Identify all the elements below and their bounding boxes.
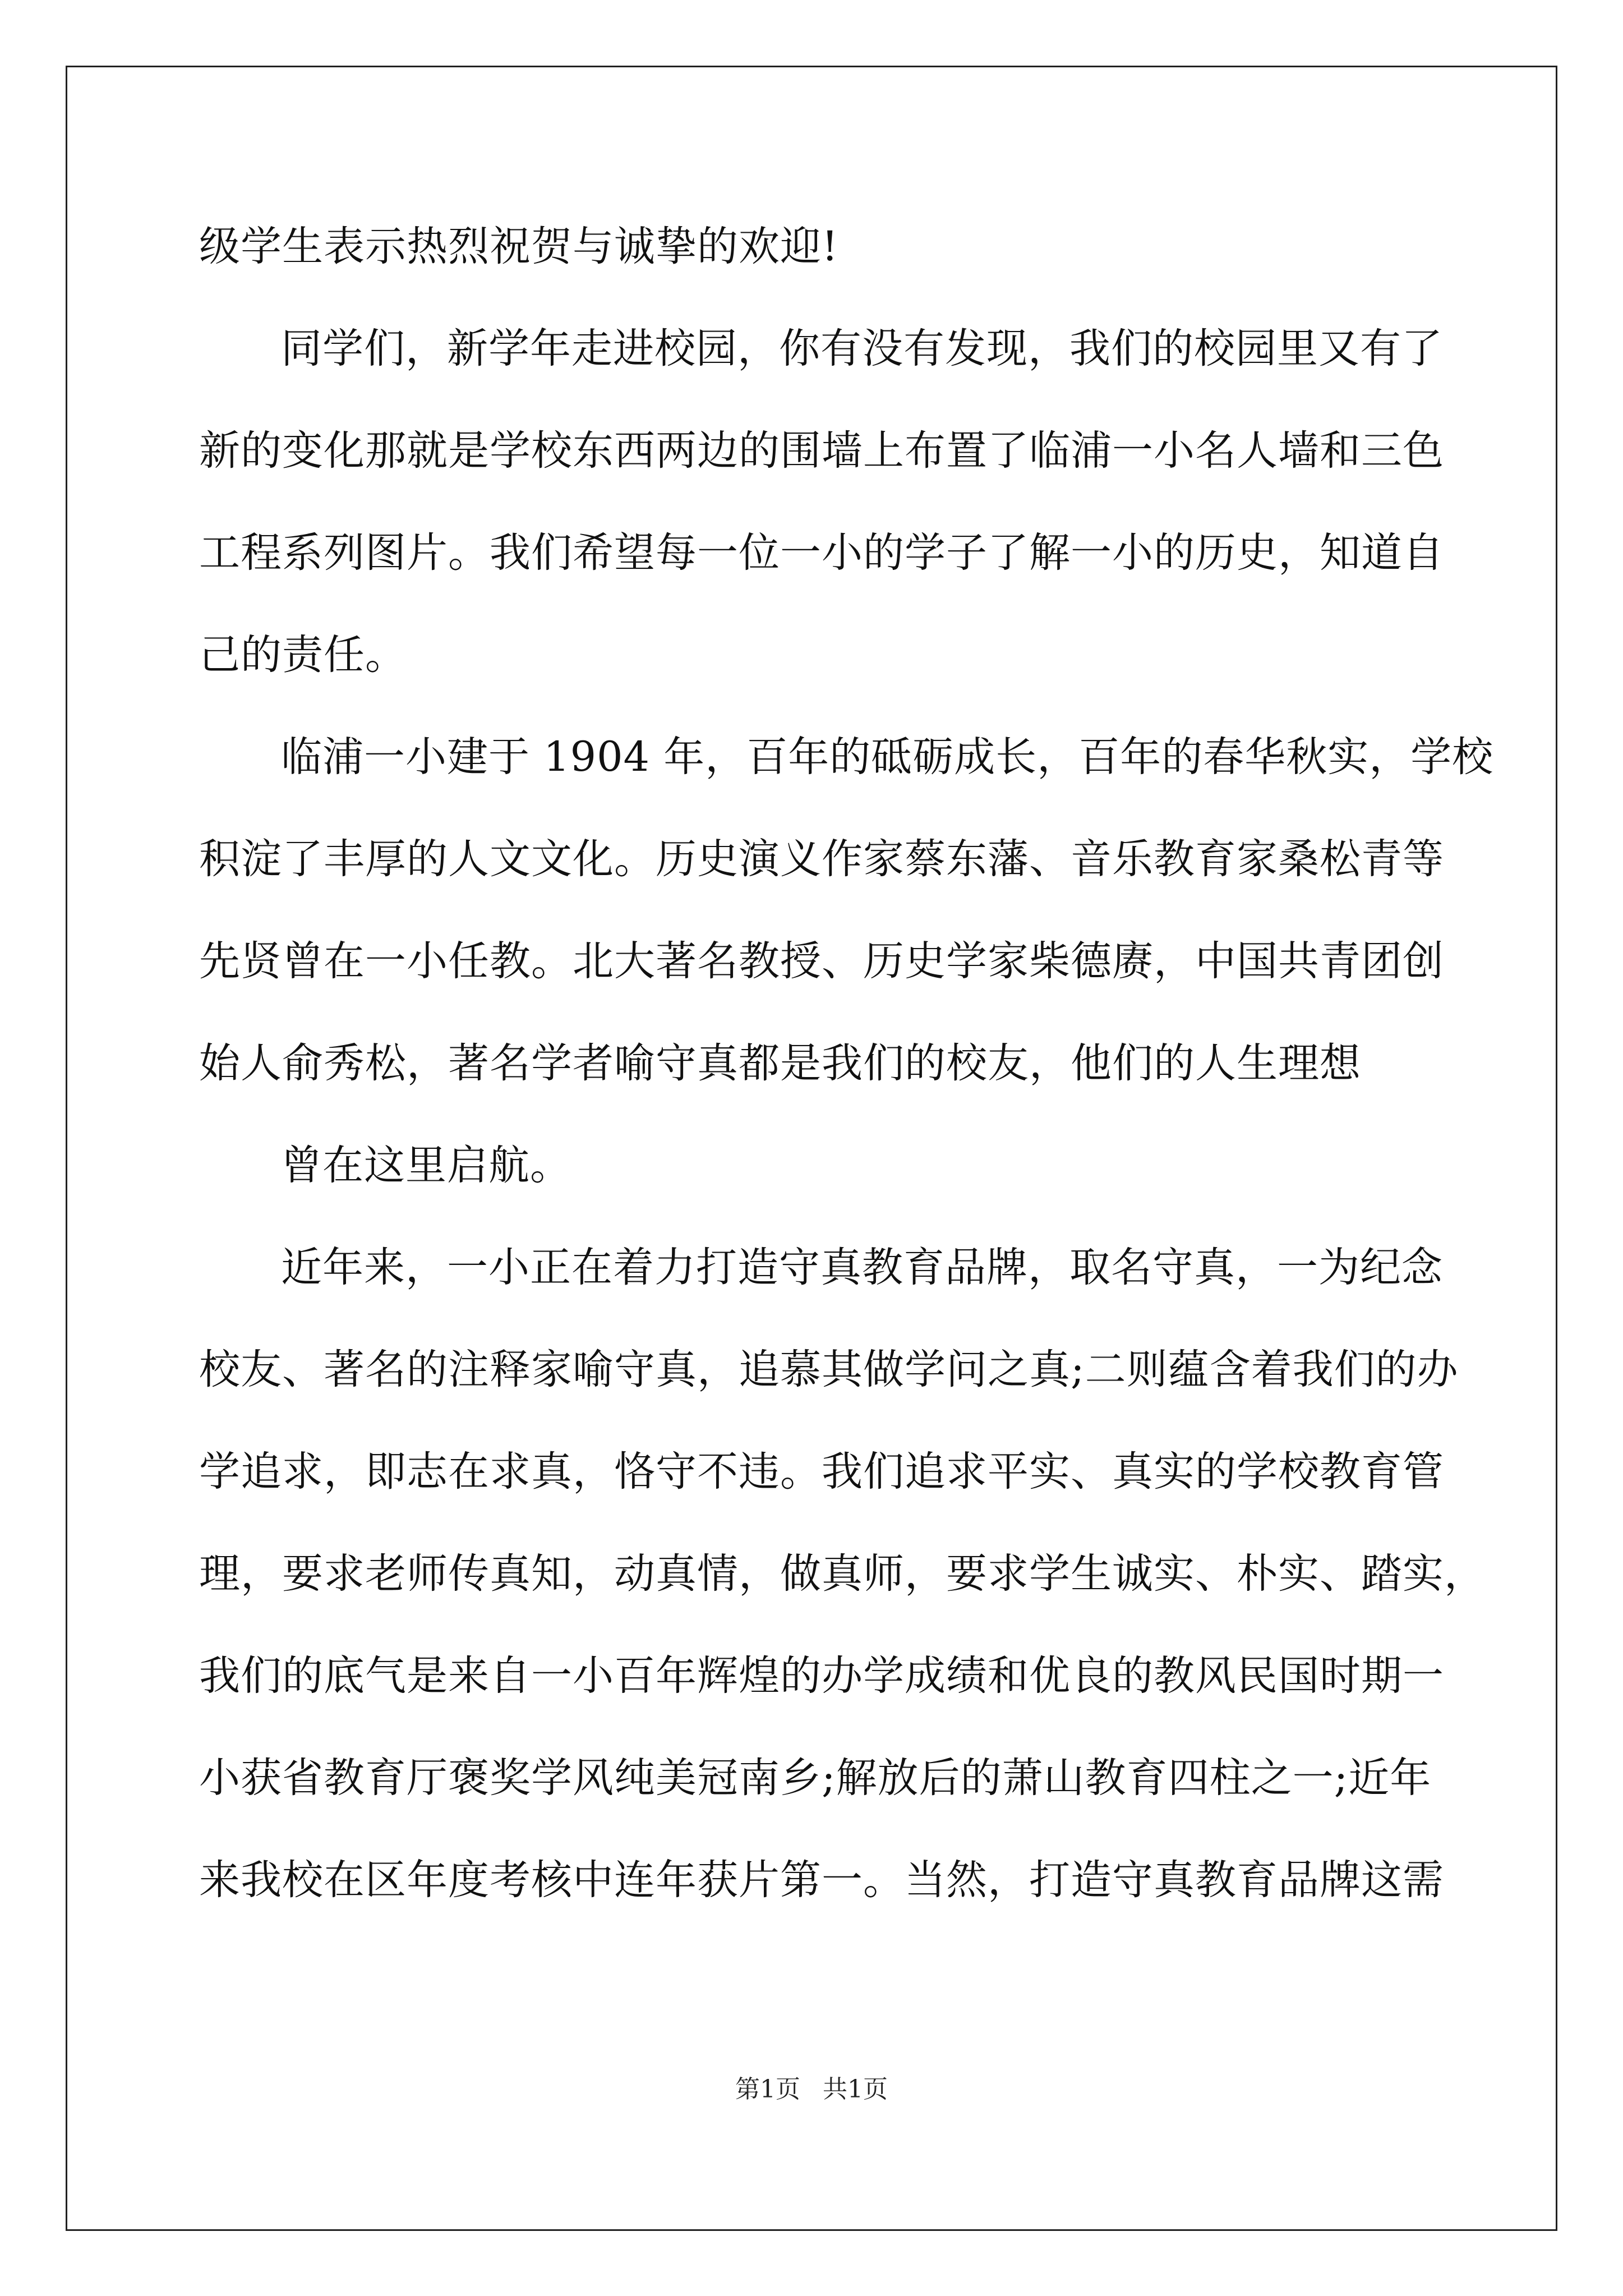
text-line: 临浦一小建于 1904 年，百年的砥砺成长，百年的春华秋实，学校	[281, 733, 1494, 781]
text-line: 始人俞秀松，著名学者喻守真都是我们的校友，他们的人生理想	[199, 1039, 1361, 1087]
text-line: 先贤曾在一小任教。北大著名教授、历史学家柴德赓，中国共青团创	[199, 937, 1444, 985]
text-line: 级学生表示热烈祝贺与诚挚的欢迎!	[199, 223, 839, 270]
text-line: 积淀了丰厚的人文文化。历史演义作家蔡东藩、音乐教育家桑松青等	[199, 835, 1444, 883]
text-line: 小获省教育厅褒奖学风纯美冠南乡;解放后的萧山教育四柱之一;近年	[199, 1754, 1432, 1802]
text-line: 曾在这里启航。	[281, 1142, 571, 1189]
text-line: 学追求，即志在求真，恪守不违。我们追求平实、真实的学校教育管	[199, 1448, 1444, 1496]
text-line: 近年来，一小正在着力打造守真教育品牌，取名守真，一为纪念	[281, 1244, 1443, 1291]
text-line: 同学们，新学年走进校园，你有没有发现，我们的校园里又有了	[281, 325, 1443, 372]
text-line: 校友、著名的注释家喻守真，追慕其做学问之真;二则蕴含着我们的办	[199, 1346, 1459, 1393]
page-total: 共1页	[823, 2075, 888, 2104]
text-line: 新的变化那就是学校东西两边的围墙上布置了临浦一小名人墙和三色	[199, 427, 1444, 475]
text-line: 己的责任。	[199, 631, 407, 679]
text-line: 工程系列图片。我们希望每一位一小的学子了解一小的历史，知道自	[199, 529, 1444, 577]
text-line: 理，要求老师传真知，动真情，做真师，要求学生诚实、朴实、踏实，	[199, 1550, 1486, 1598]
text-line: 来我校在区年度考核中连年获片第一。当然，打造守真教育品牌这需	[199, 1856, 1444, 1904]
page-footer	[0, 2073, 1623, 2106]
text-line: 我们的底气是来自一小百年辉煌的办学成绩和优良的教风民国时期一	[199, 1652, 1444, 1700]
page-number: 第1页	[735, 2075, 800, 2104]
